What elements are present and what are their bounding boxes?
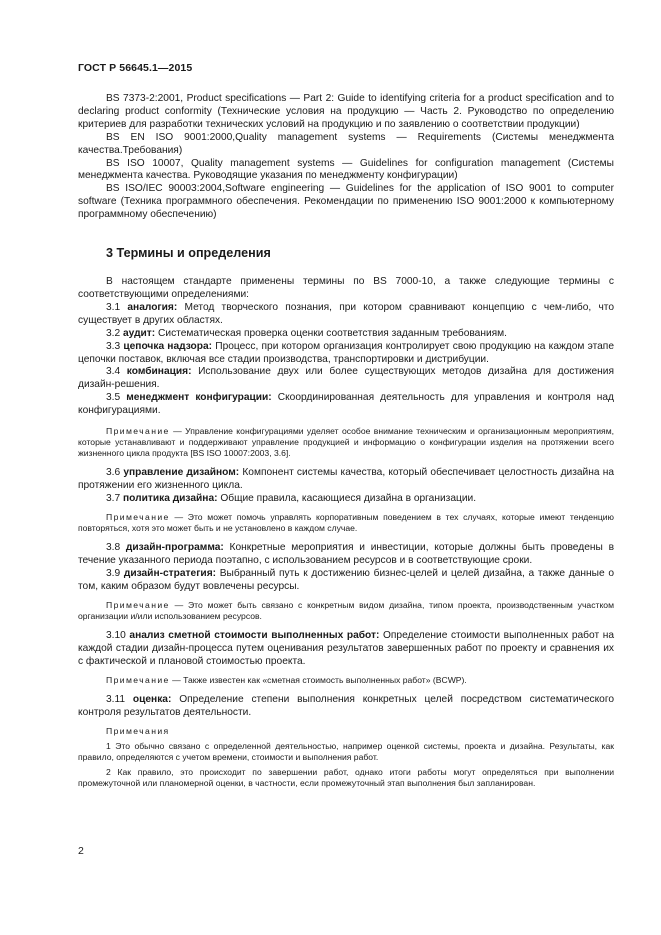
note-3-11-1: 1 Это обычно связано с определенной деятельностью, например оценкой системы, проекта и дизайна. Результаты, как правило, определяются с учетом времени, стоимости и выполнения работ.	[78, 740, 614, 762]
term-name: управление дизайном:	[123, 467, 240, 479]
term-3-2: 3.2 аудит: Систематическая проверка оценки соответствия заданным требованиям.	[106, 327, 508, 339]
notes-label: Примечания	[106, 725, 170, 736]
term-name: политика дизайна:	[123, 493, 218, 505]
term-name: комбинация:	[126, 366, 192, 378]
document-header: ГОСТ Р 56645.1—2015	[78, 62, 193, 74]
term-3-6: 3.6 управление дизайном: Компонент системы качества, который обеспечивает целостность дизайна на протяжении его жизненного цикла.	[78, 467, 615, 492]
reference-bs-iso-10007: BS ISO 10007, Quality management systems — Guidelines for configuration management (Системы менеджмента качества. Руководящие указания по менеджменту конфигурации)	[78, 157, 614, 182]
note-3-10: Примечание — Также известен как «сметная стоимость выполненных работ» (BCWP).	[106, 674, 467, 685]
note-label: Примечание	[106, 599, 170, 610]
note-label: Примечание	[106, 426, 170, 437]
term-name: дизайн-стратегия:	[123, 568, 217, 580]
term-3-10: 3.10 анализ сметной стоимости выполненных работ: Определение стоимости выполненных работ на каждой стадии дизайн-процесса путем оценивания результатов завершенных работ по проекту и сравнения их с фактической и плановой стоимостью проекта.	[78, 630, 614, 667]
term-3-11: 3.11 оценка: Определение степени выполнения конкретных целей посредством систематического контроля результатов деятельности.	[78, 693, 614, 718]
term-name: анализ сметной стоимости выполненных работ:	[129, 630, 380, 642]
term-3-1: 3.1 аналогия: Метод творческого познания, при котором сравнивают концепцию с чем-либо, что существует в других областях.	[78, 301, 614, 326]
term-3-4: 3.4 комбинация: Использование двух или более существующих методов дизайна для достижения дизайн-решения.	[78, 366, 615, 391]
note-3-9: Примечание — Это может быть связано с конкретным видом дизайна, типом проекта, производственным участком организации и/или использованием ресурсов.	[78, 599, 614, 621]
term-3-7: 3.7 политика дизайна: Общие правила, касающиеся дизайна в организации.	[106, 493, 477, 505]
term-name: оценка:	[132, 693, 172, 705]
document-body	[78, 93, 614, 789]
note-3-5: Примечание — Управление конфигурациями уделяет особое внимание техническим и организационным мероприятиям, которые устанавливают и поддерживают управление продукцией и информацию о конфигурации изделия на протяжении всего жизненного цикла продукта [BS ISO 10007:2003, 3.6].	[78, 426, 615, 459]
note-3-11-2: 2 Как правило, это происходит по завершении работ, однако итоги работы могут определяться при выполнении промежуточной или планомерной оценки, в частности, если промежуточный этап выполнения был запланирован.	[78, 766, 614, 789]
term-name: дизайн-программа:	[125, 542, 224, 554]
term-3-3: 3.3 цепочка надзора: Процесс, при котором организация контролирует свою продукцию на каждом этапе цепочки поставок, включая все стадии производства, транспортировки и дистрибуции.	[78, 340, 614, 365]
term-3-9: 3.9 дизайн-стратегия: Выбранный путь к достижению бизнес-целей и целей дизайна, а также данные о том, каким образом будут вовлечены ресурсы.	[78, 568, 614, 592]
section-intro: В настоящем стандарте применены термины по BS 7000-10, а также следующие термины с соответствующими определениями:	[78, 276, 614, 300]
note-label: Примечание	[106, 674, 170, 685]
reference-bs-iso-iec-90003: BS ISO/IEC 90003:2004,Software engineering — Guidelines for the application of ISO 9001 to computer software (Техника программного обеспечения. Рекомендации по применению ISO 9001:2000 к компьютерному программному обеспечению)	[78, 183, 614, 221]
note-label: Примечание	[106, 512, 170, 523]
reference-bs-en-iso-9001: BS EN ISO 9001:2000,Quality management systems — Requirements (Системы менеджмента качества.Требования)	[78, 131, 614, 156]
term-name: цепочка надзора:	[123, 340, 213, 352]
term-3-5: 3.5 менеджмент конфигурации: Скоординированная деятельность для управления и контроля над конфигурациями.	[78, 392, 615, 417]
term-name: аудит:	[123, 327, 156, 339]
term-name: менеджмент конфигурации:	[126, 392, 272, 404]
term-3-8: 3.8 дизайн-программа: Конкретные мероприятия и инвестиции, которые должны быть проведены в течение указанного периода поэтапно, с использованием ресурсов и в соответствующие сроки.	[78, 542, 614, 567]
term-name: аналогия:	[127, 301, 178, 313]
reference-bs-7373: BS 7373-2:2001, Product specifications — Part 2: Guide to identifying criteria for a product specification and to declaring product conformity (Технические условия на продукцию — Часть 2. Руководство по определению критериев для разработки технических условий на продукцию и по заявлению о соответствии продукции)	[78, 93, 614, 130]
page-number: 2	[78, 845, 84, 857]
section-title: 3 Термины и определения	[106, 246, 271, 261]
note-3-7: Примечание — Это может помочь управлять корпоративным поведением в тех случаях, которые имеют тенденцию повторяться, хотя это может быть и не установлено в каждом случае.	[78, 512, 614, 534]
